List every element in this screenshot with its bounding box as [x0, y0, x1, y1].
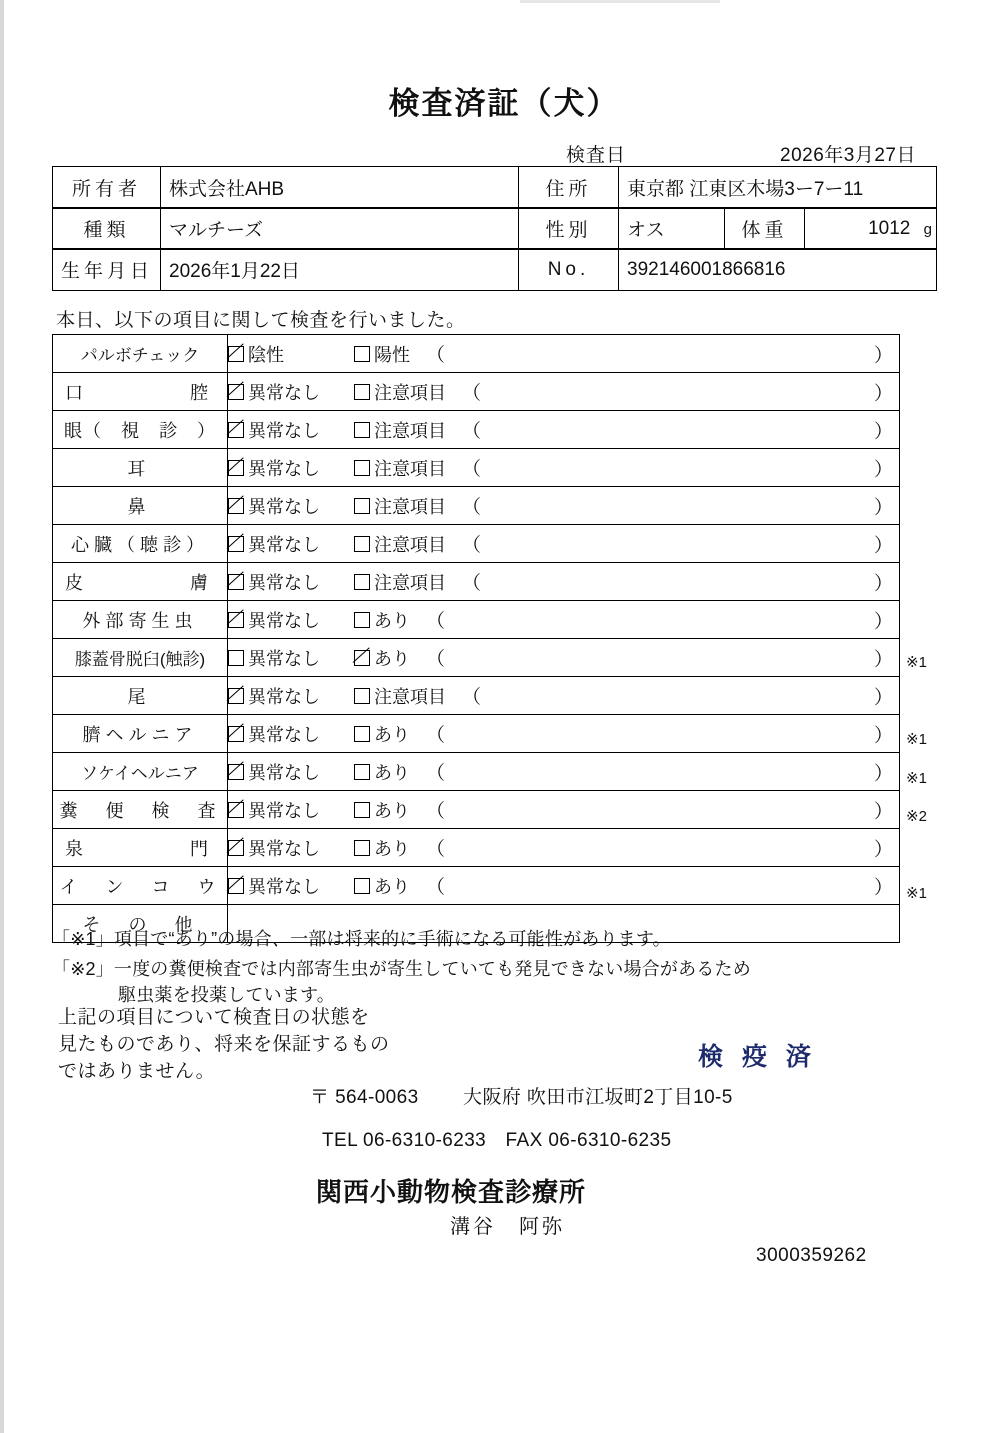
- weight-value-cell: [805, 208, 937, 250]
- checkbox-icon[interactable]: [354, 802, 370, 818]
- item-options: [228, 373, 900, 411]
- header-table: [52, 166, 937, 209]
- footnote-2: 「※2」一度の糞便検査では内部寄生虫が寄生していても発見できない場合があるため: [52, 959, 751, 979]
- option-2[interactable]: [354, 759, 410, 785]
- remark-paren-close: ）: [873, 383, 893, 404]
- breed-value: マルチーズ: [161, 208, 519, 250]
- option-1-label: 異常なし: [248, 383, 320, 403]
- option-2-label: あり: [374, 649, 410, 669]
- checkbox-icon[interactable]: [354, 840, 370, 856]
- option-2-label: 注意項目: [374, 459, 446, 479]
- item-footnote-mark: ※1: [906, 654, 927, 671]
- option-1[interactable]: [228, 455, 354, 481]
- option-1[interactable]: [228, 873, 354, 899]
- option-2-label: 注意項目: [374, 383, 446, 403]
- checkbox-icon[interactable]: [228, 574, 244, 590]
- option-2-label: あり: [374, 877, 410, 897]
- remark-paren-close: ）: [873, 649, 893, 670]
- item-options: [228, 601, 900, 639]
- item-label: 皮 膚: [53, 563, 228, 601]
- clinic-tel-fax: TEL 06-6310-6233 FAX 06-6310-6235: [322, 1130, 672, 1151]
- item-options: [228, 791, 900, 829]
- checkbox-icon[interactable]: [228, 840, 244, 856]
- item-label: 眼（ 視 診 ）: [53, 411, 228, 449]
- option-2-label: 注意項目: [374, 421, 446, 441]
- table-row: [53, 167, 937, 209]
- remark-paren-close: ）: [873, 801, 893, 822]
- inspection-item-row: [53, 791, 900, 829]
- option-2[interactable]: [354, 417, 446, 443]
- option-2-label: 注意項目: [374, 687, 446, 707]
- footnote-1: 「※1」項目で“あり”の場合、一部は将来的に手術になる可能性があります。: [52, 929, 671, 949]
- item-footnote-mark: ※1: [906, 769, 927, 787]
- clinic-name: 関西小動物検査診療所: [316, 1177, 587, 1207]
- option-1[interactable]: [228, 645, 354, 671]
- remark-paren-open: （: [426, 725, 446, 746]
- option-1-label: 異常なし: [248, 725, 320, 745]
- option-2-label: 陽性: [374, 345, 410, 365]
- address-value: 東京都 江東区木場3ー7ー11: [619, 167, 937, 209]
- checkbox-icon[interactable]: [354, 688, 370, 704]
- birth-label: 生年月日: [53, 249, 161, 291]
- document-serial: 3000359262: [756, 1245, 867, 1266]
- option-2[interactable]: [354, 607, 410, 633]
- remark-paren-open: （: [462, 383, 482, 404]
- sex-label: 性別: [519, 208, 619, 250]
- option-2-label: 注意項目: [374, 573, 446, 593]
- checkbox-icon[interactable]: [354, 422, 370, 438]
- item-label: 外部寄生虫: [53, 601, 228, 639]
- option-1[interactable]: [228, 835, 354, 861]
- page-title: 検査済証（犬）: [388, 86, 620, 121]
- option-2[interactable]: [354, 531, 446, 557]
- option-2[interactable]: [354, 569, 446, 595]
- remark-paren-close: ）: [873, 763, 893, 784]
- item-label: 耳: [53, 449, 228, 487]
- option-1-label: 異常なし: [248, 839, 320, 859]
- item-label: 臍ヘルニア: [53, 715, 228, 753]
- remark-paren-close: ）: [873, 725, 893, 746]
- remark-paren-close: ）: [873, 421, 893, 442]
- checkbox-icon[interactable]: [228, 802, 244, 818]
- option-1-label: 異常なし: [248, 421, 320, 441]
- inspection-item-row: [53, 677, 900, 715]
- checkbox-icon[interactable]: [228, 384, 244, 400]
- no-label: No.: [519, 249, 619, 291]
- remark-paren-close: ）: [873, 611, 893, 632]
- item-options: [228, 677, 900, 715]
- option-2-label: あり: [374, 763, 410, 783]
- remark-paren-open: （: [426, 839, 446, 860]
- option-1[interactable]: [228, 683, 354, 709]
- item-label: 膝蓋骨脱臼(触診): [53, 639, 228, 677]
- item-label: イ ン コ ウ: [53, 867, 228, 905]
- item-label: 口 腔: [53, 373, 228, 411]
- option-1[interactable]: [228, 379, 354, 405]
- item-footnote-mark: ※2: [906, 808, 927, 825]
- remark-paren-close: ）: [873, 573, 893, 594]
- clinic-person: 溝谷 阿弥: [450, 1216, 565, 1238]
- owner-label: 所有者: [53, 167, 161, 209]
- option-1[interactable]: [228, 531, 354, 557]
- inspection-item-row: [53, 449, 900, 487]
- remark-paren-close: ）: [873, 459, 893, 480]
- option-2[interactable]: [354, 873, 410, 899]
- checkbox-icon[interactable]: [228, 536, 244, 552]
- option-1[interactable]: [228, 493, 354, 519]
- item-label: ソケイヘルニア: [53, 753, 228, 791]
- option-1[interactable]: [228, 569, 354, 595]
- item-options: [228, 525, 900, 563]
- remark-paren-open: （: [426, 611, 446, 632]
- checkbox-icon[interactable]: [354, 764, 370, 780]
- option-2-label: あり: [374, 839, 410, 859]
- remark-paren-open: （: [462, 573, 482, 594]
- checkbox-icon[interactable]: [228, 612, 244, 628]
- statement-line: 見たものであり、将来を保証するもの: [58, 1033, 390, 1055]
- option-2[interactable]: [354, 493, 446, 519]
- item-label: そ の 他: [53, 905, 228, 943]
- checkbox-icon[interactable]: [354, 346, 370, 362]
- item-options: [228, 829, 900, 867]
- option-1-label: 異常なし: [248, 687, 320, 707]
- item-label: 尾: [53, 677, 228, 715]
- option-2-label: 注意項目: [374, 497, 446, 517]
- remark-paren-close: ）: [873, 497, 893, 518]
- checkbox-icon[interactable]: [354, 384, 370, 400]
- option-2-label: あり: [374, 801, 410, 821]
- statement-line: 上記の項目について検査日の状態を: [58, 1007, 370, 1028]
- option-2[interactable]: [354, 797, 410, 823]
- inspection-item-row: [53, 715, 900, 753]
- checkbox-icon[interactable]: [354, 612, 370, 628]
- checkbox-icon[interactable]: [228, 878, 244, 894]
- option-1[interactable]: [228, 721, 354, 747]
- checkbox-icon[interactable]: [354, 574, 370, 590]
- remark-paren-close: ）: [873, 877, 893, 898]
- inspection-items-table: [52, 334, 900, 943]
- item-options: [228, 487, 900, 525]
- table-row: [53, 249, 937, 291]
- footnote-2b: 駆虫薬を投薬しています。: [118, 985, 335, 1005]
- birth-value: 2026年1月22日: [161, 249, 519, 291]
- item-label: 心臓（聴診）: [53, 525, 228, 563]
- weight-label: 体重: [725, 208, 805, 250]
- checkbox-icon[interactable]: [228, 498, 244, 514]
- option-2[interactable]: [354, 341, 410, 367]
- remark-paren-open: （: [462, 535, 482, 556]
- checkbox-icon[interactable]: [354, 878, 370, 894]
- weight-value: 1012: [868, 217, 911, 239]
- table-row: [53, 208, 937, 250]
- item-options: [228, 715, 900, 753]
- inspection-item-row: [53, 639, 900, 677]
- item-footnote-mark: ※1: [906, 731, 927, 748]
- item-options: [228, 449, 900, 487]
- option-1[interactable]: [228, 759, 354, 785]
- item-options: [228, 563, 900, 601]
- option-1-label: 異常なし: [248, 611, 320, 631]
- remark-paren-open: （: [426, 877, 446, 898]
- option-2[interactable]: [354, 379, 446, 405]
- checkbox-icon[interactable]: [228, 422, 244, 438]
- remark-paren-open: （: [462, 421, 482, 442]
- option-1-label: 異常なし: [248, 535, 320, 555]
- inspection-item-row: [53, 525, 900, 563]
- option-1-label: 異常なし: [248, 877, 320, 897]
- statement-text: [58, 1005, 390, 1086]
- inspection-item-row: [53, 373, 900, 411]
- item-options: [228, 335, 900, 373]
- remark-paren-close: ）: [873, 687, 893, 708]
- checkbox-icon[interactable]: [354, 650, 370, 666]
- remark-paren-open: （: [462, 459, 482, 480]
- option-1-label: 陰性: [248, 345, 284, 365]
- remark-paren-open: （: [426, 801, 446, 822]
- checkbox-icon[interactable]: [228, 650, 244, 666]
- item-options: [228, 411, 900, 449]
- checkbox-icon[interactable]: [354, 498, 370, 514]
- option-1-label: 異常なし: [248, 801, 320, 821]
- page-edge-top: [520, 0, 720, 3]
- header-table-2: [52, 207, 937, 250]
- checkbox-icon[interactable]: [228, 460, 244, 476]
- option-1-label: 異常なし: [248, 649, 320, 669]
- weight-unit: g: [923, 220, 932, 238]
- remark-paren-open: （: [462, 497, 482, 518]
- remark-paren-close: ）: [873, 535, 893, 556]
- item-label: 糞 便 検 査: [53, 791, 228, 829]
- option-2[interactable]: [354, 645, 410, 671]
- option-1-label: 異常なし: [248, 763, 320, 783]
- checkbox-icon[interactable]: [228, 346, 244, 362]
- option-1[interactable]: [228, 797, 354, 823]
- inspection-item-row: [53, 335, 900, 373]
- item-footnote-mark: ※1: [906, 885, 927, 902]
- header-table-3: [52, 248, 937, 291]
- item-options: [228, 753, 900, 791]
- item-label: 泉 門: [53, 829, 228, 867]
- remark-paren-open: （: [426, 649, 446, 670]
- item-options: [228, 867, 900, 905]
- checkbox-icon[interactable]: [354, 536, 370, 552]
- exam-date-label: 検査日: [566, 145, 627, 166]
- remark-paren-open: （: [462, 687, 482, 708]
- checkbox-icon[interactable]: [228, 688, 244, 704]
- remark-paren-open: （: [426, 345, 446, 366]
- option-2[interactable]: [354, 683, 446, 709]
- statement-line: ではありません。: [58, 1060, 216, 1082]
- option-2[interactable]: [354, 721, 410, 747]
- item-options: [228, 639, 900, 677]
- item-label: 鼻: [53, 487, 228, 525]
- option-2[interactable]: [354, 835, 410, 861]
- option-1[interactable]: [228, 417, 354, 443]
- option-2-label: あり: [374, 725, 410, 745]
- option-1-label: 異常なし: [248, 497, 320, 517]
- no-value: 392146001866816: [619, 249, 937, 291]
- checkbox-icon[interactable]: [354, 726, 370, 742]
- page-edge-left: [0, 0, 4, 1433]
- inspection-item-row: [53, 753, 900, 791]
- address-label: 住所: [519, 167, 619, 209]
- clinic-address: 〒 564-0063 大阪府 吹田市江坂町2丁目10-5: [310, 1087, 733, 1108]
- exam-date-value: 2026年3月27日: [780, 145, 916, 166]
- option-1[interactable]: [228, 341, 354, 367]
- option-1-label: 異常なし: [248, 459, 320, 479]
- option-2[interactable]: [354, 455, 446, 481]
- owner-value: 株式会社AHB: [161, 167, 519, 209]
- option-1-label: 異常なし: [248, 573, 320, 593]
- exam-note: 本日、以下の項目に関して検査を行いました。: [56, 310, 466, 331]
- inspection-item-row: [53, 867, 900, 905]
- item-label: パルボチェック: [53, 335, 228, 373]
- inspection-item-row: [53, 563, 900, 601]
- sex-value: オス: [619, 208, 725, 250]
- inspection-item-row: [53, 601, 900, 639]
- inspection-item-row: [53, 411, 900, 449]
- inspection-item-row: [53, 829, 900, 867]
- checkbox-icon[interactable]: [228, 726, 244, 742]
- checkbox-icon[interactable]: [354, 460, 370, 476]
- remark-paren-close: ）: [873, 345, 893, 366]
- checkbox-icon[interactable]: [228, 764, 244, 780]
- remark-paren-open: （: [426, 763, 446, 784]
- option-1[interactable]: [228, 607, 354, 633]
- remark-paren-close: ）: [873, 839, 893, 860]
- option-2-label: 注意項目: [374, 535, 446, 555]
- inspection-item-row: [53, 487, 900, 525]
- option-2-label: あり: [374, 611, 410, 631]
- quarantine-stamp: 検 疫 済: [698, 1043, 817, 1071]
- breed-label: 種類: [53, 208, 161, 250]
